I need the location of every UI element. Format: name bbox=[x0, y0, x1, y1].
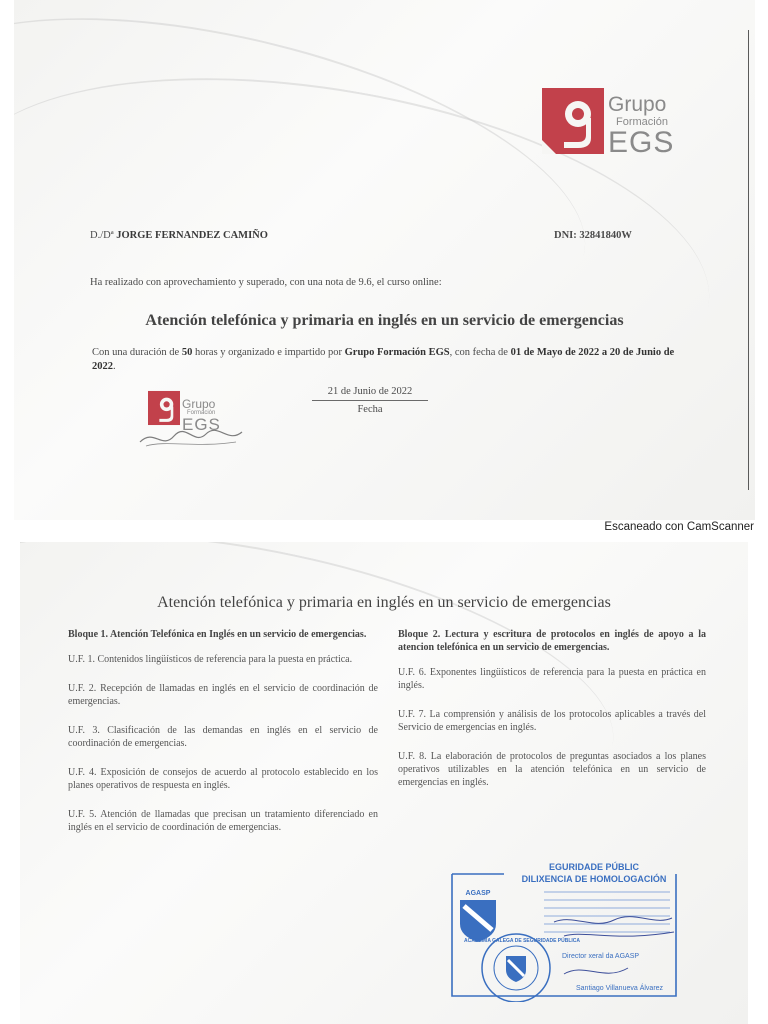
syllabus-page bbox=[20, 542, 748, 1024]
homologation-stamp bbox=[444, 840, 680, 1002]
unit-item: U.F. 2. Recepción de llamadas en inglés en el servicio de coordinación de emergencias. bbox=[68, 683, 378, 707]
stamp-director: Director xeral da AGASP bbox=[562, 953, 640, 960]
duration-part: . bbox=[113, 361, 116, 372]
dni-line bbox=[554, 230, 632, 241]
stamp-header-2: DILIXENCIA DE HOMOLOGACIÓN bbox=[521, 874, 667, 884]
logo-line-grupo: Grupo bbox=[608, 93, 667, 116]
recipient-line bbox=[90, 230, 268, 241]
egs-logo-text bbox=[608, 88, 674, 158]
logo-small-egs: EGS bbox=[182, 415, 221, 434]
stamp-header-1: EGURIDADE PÚBLIC bbox=[548, 862, 640, 872]
block-1-heading: Bloque 1. Atención Telefónica en Inglés en un servicio de emergencias. bbox=[68, 629, 367, 640]
block-2-heading: Bloque 2. Lectura y escritura de protocolos en inglés de apoyo a la atencion telefónica en un servicio de emergencias. bbox=[398, 629, 706, 653]
syllabus-title: Atención telefónica y primaria en inglés en un servicio de emergencias bbox=[157, 594, 611, 611]
duration-part: , con fecha de bbox=[449, 347, 511, 358]
course-title: Atención telefónica y primaria en inglés en un servicio de emergencias bbox=[145, 312, 624, 329]
block-2-column bbox=[398, 628, 706, 805]
date-rule bbox=[312, 400, 428, 401]
name-prefix: D./Dª bbox=[90, 230, 114, 241]
camscanner-label: Escaneado con CamScanner bbox=[604, 521, 754, 533]
unit-item: U.F. 6. Exponentes lingüísticos de referencia para la puesta en práctica en inglés. bbox=[398, 667, 706, 691]
issue-date: 21 de Junio de 2022 bbox=[327, 386, 413, 397]
unit-item: U.F. 4. Exposición de consejos de acuerdo al protocolo establecido en los planes operativos de respuesta en inglés. bbox=[68, 767, 378, 791]
unit-item: U.F. 7. La comprensión y análisis de los protocolos aplicables a través del Servicio de emergencias en inglés. bbox=[398, 709, 706, 733]
agasp-shield-icon bbox=[460, 890, 496, 942]
dni-label: DNI: bbox=[554, 230, 577, 241]
unit-item: U.F. 1. Contenidos lingüísticos de referencia para la puesta en práctica. bbox=[68, 654, 353, 665]
duration-hours: 50 bbox=[181, 347, 193, 358]
recipient-name: JORGE FERNANDEZ CAMIÑO bbox=[116, 230, 268, 241]
logo-small-grupo: Grupo bbox=[182, 397, 216, 411]
certificate-page bbox=[14, 0, 755, 520]
logo-line-egs: EGS bbox=[608, 126, 675, 159]
unit-item: U.F. 8. La elaboración de protocolos de preguntas asociados a los planes operativos utilizables en la atención telefónica en un servicio de emergencias en inglés. bbox=[398, 751, 706, 788]
egs-logo-small-icon bbox=[148, 390, 180, 426]
duration-text bbox=[92, 346, 692, 374]
organizer-name: Grupo Formación EGS bbox=[344, 347, 450, 358]
signature-scribble bbox=[136, 424, 246, 450]
logo-small-formacion: Formación bbox=[187, 410, 216, 416]
dni-value: 32841840W bbox=[579, 230, 632, 241]
duration-part: Con una duración de bbox=[92, 347, 182, 358]
intro-text: Ha realizado con aprovechamiento y superado, con una nota de 9.6, el curso online: bbox=[90, 277, 442, 288]
end-date: 20 de Junio de 2022 bbox=[92, 347, 675, 372]
issue-date-block bbox=[312, 386, 428, 415]
stamp-signer: Santiago Villanueva Álvarez bbox=[576, 985, 664, 992]
unit-item: U.F. 3. Clasificación de las demandas en inglés en el servicio de coordinación de emergencias. bbox=[68, 725, 378, 749]
unit-item: U.F. 5. Atención de llamadas que precisan un tratamiento diferenciado en inglés en el servicio de coordinación de emergencias. bbox=[68, 809, 378, 833]
egs-logo bbox=[542, 88, 674, 158]
duration-part: horas y organizado e impartido por bbox=[192, 347, 345, 358]
date-label: Fecha bbox=[357, 404, 383, 415]
page-edge bbox=[748, 30, 749, 490]
logo-line-formacion: Formación bbox=[616, 116, 668, 128]
egs-logo-icon bbox=[542, 88, 604, 154]
block-1-column bbox=[68, 628, 378, 850]
seal-text: ACADEMIA GALEGA DE SEGURIDADE PÚBLICA bbox=[464, 938, 581, 944]
badge-label: AGASP bbox=[465, 890, 491, 897]
academy-round-seal bbox=[464, 934, 580, 1002]
start-date: 01 de Mayo de 2022 bbox=[510, 347, 600, 358]
duration-part: a bbox=[599, 347, 610, 358]
